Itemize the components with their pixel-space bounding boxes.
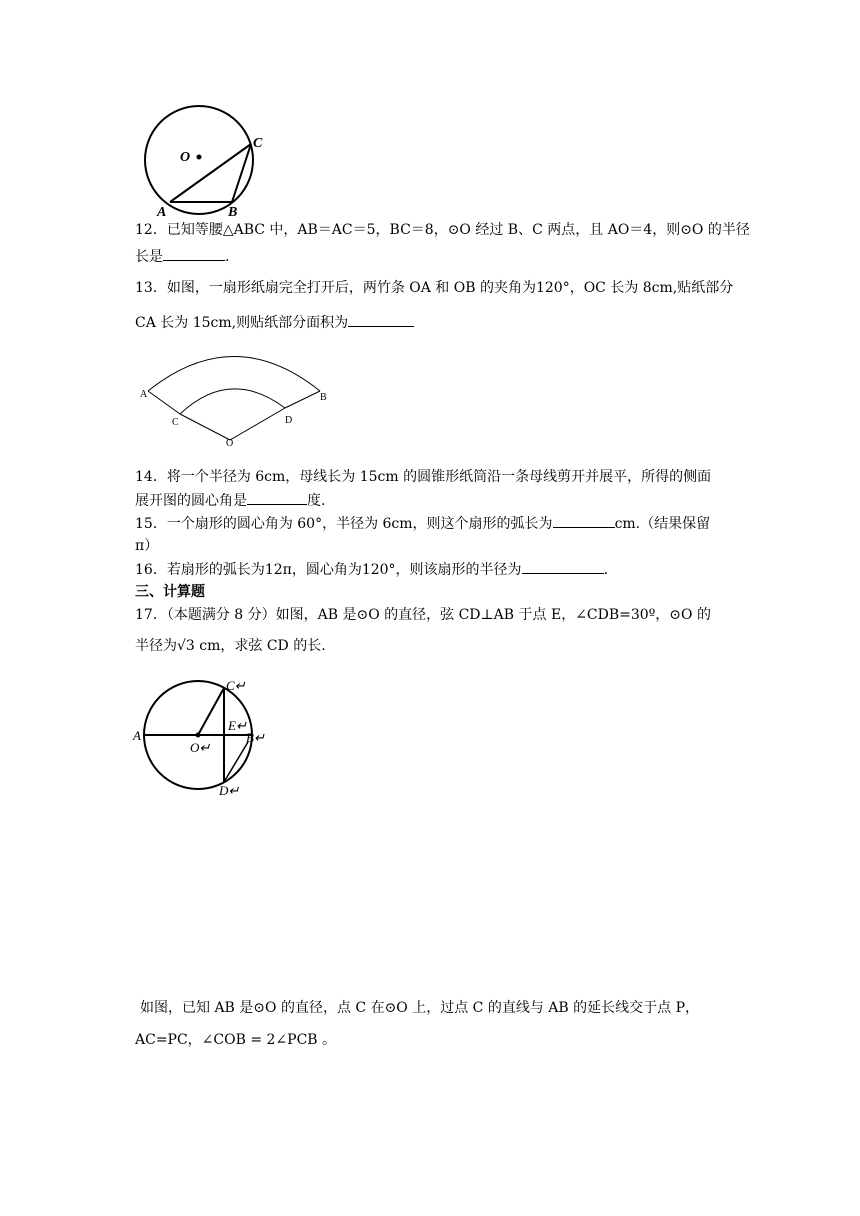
question-12-line-2 [135, 246, 229, 267]
label-c: C [172, 417, 179, 428]
radius-oc [198, 688, 224, 735]
answer-blank-12[interactable] [163, 246, 225, 261]
label-a: A [157, 205, 167, 220]
label-b: B [228, 205, 238, 220]
answer-blank-16[interactable] [522, 559, 604, 574]
inner-arc [180, 389, 285, 414]
segment-bd [285, 391, 320, 408]
question-12-line-1 [135, 220, 750, 240]
segment-do [230, 408, 285, 440]
label-c: C [253, 136, 263, 151]
answer-blank-14[interactable] [247, 490, 307, 505]
question-15-text-2: cm.（结果保留 [614, 516, 711, 532]
question-12-text-2: 长是 [135, 249, 163, 265]
question-13-text-2: CA 长为 15cm,则贴纸部分面积为 [135, 315, 349, 331]
center-point-o [196, 733, 201, 738]
question-14-unit: 度. [307, 493, 326, 509]
question-16-text: 16．若扇形的弧长为12π，圆心角为120°，则该扇形的半径为 [135, 562, 522, 578]
label-o: O [226, 438, 234, 449]
question-15-line-2 [135, 536, 158, 556]
question-15-text-3: π） [135, 538, 159, 554]
question-12-text: 12．已知等腰△ABC 中，AB＝AC＝5，BC＝8，⊙O 经过 B、C 两点，且 AO＝4，则⊙O 的半径 [135, 222, 750, 238]
question-14-text-2: 展开图的圆心角是 [135, 493, 247, 509]
label-d: D↵ [219, 783, 240, 797]
question-16-line [135, 559, 608, 580]
label-b: B↵ [246, 730, 265, 745]
label-e: E↵ [228, 718, 247, 733]
question-12-period: . [225, 249, 230, 265]
label-c: C↵ [226, 678, 246, 693]
question-14-line-2 [135, 490, 325, 511]
figure-q11-circle [140, 100, 280, 220]
question-17-line-1 [135, 605, 711, 625]
label-a: A [133, 728, 141, 743]
question-13-line-1 [135, 278, 733, 298]
question-13-line-2 [135, 312, 414, 333]
label-d: D [285, 415, 293, 426]
center-point-o [197, 155, 202, 160]
question-13-text: 13．如图，一扇形纸扇完全打开后，两竹条 OA 和 OB 的夹角为120°，OC 长为 8cm,贴纸部分 [135, 280, 734, 296]
label-o: O [180, 150, 191, 165]
label-o: O↵ [190, 740, 211, 755]
question-15-line-1 [135, 513, 710, 534]
circle-o [145, 106, 253, 214]
question-18-line-1 [140, 998, 699, 1018]
question-16-period: . [603, 562, 609, 578]
outer-arc [148, 357, 320, 392]
question-18-text-2: AC=PC，∠COB = 2∠PCB 。 [135, 1032, 337, 1048]
question-18-text: 如图，已知 AB 是⊙O 的直径，点 C 在⊙O 上，过点 C 的直线与 AB 的延长线交于点 P， [140, 1000, 700, 1016]
segment-co [180, 414, 230, 440]
question-17-line-2 [135, 636, 326, 656]
section-heading-calculation [135, 582, 205, 602]
question-17-text: 17．（本题满分 8 分）如图，AB 是⊙O 的直径，弦 CD⊥AB 于点 E，∠CDB=30º，⊙O 的 [135, 607, 711, 623]
figure-q17-circle [128, 672, 278, 797]
segment-ac [148, 391, 180, 414]
question-14-text: 14．将一个半径为 6cm，母线长为 15cm 的圆锥形纸筒沿一条母线剪开并展平，所得的侧面 [135, 469, 712, 485]
figure-q13-fan [135, 340, 335, 450]
question-15-text: 15．一个扇形的圆心角为 60°，半径为 6cm，则这个扇形的弧长为 [135, 516, 553, 532]
question-14-line-1 [135, 467, 711, 487]
label-a: A [140, 389, 148, 400]
label-b: B [320, 392, 327, 403]
answer-blank-15[interactable] [553, 513, 615, 528]
question-18-line-2 [135, 1030, 336, 1050]
section-heading-text: 三、计算题 [135, 584, 205, 600]
answer-blank-13[interactable] [348, 312, 414, 327]
question-17-text-2: 半径为√3 cm，求弦 CD 的长. [135, 638, 326, 654]
